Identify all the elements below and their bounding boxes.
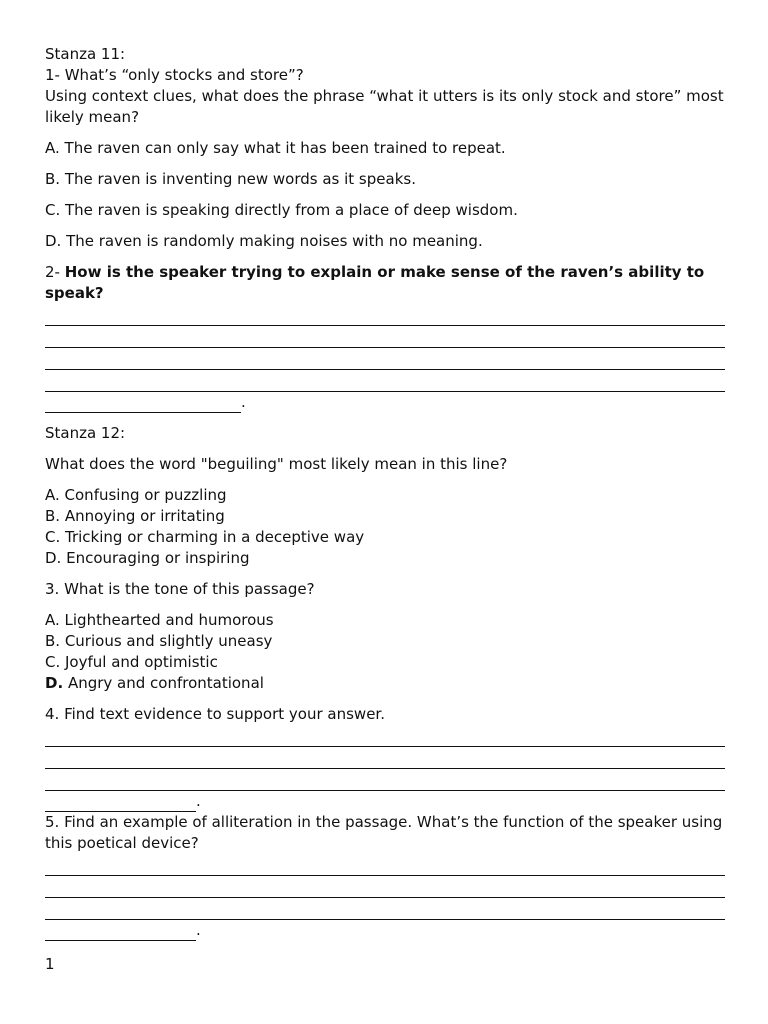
question-2-number: 2-	[45, 263, 60, 281]
q4-answer-line[interactable]	[45, 769, 725, 791]
q3-option-a: A. Lighthearted and humorous	[45, 611, 274, 629]
q5-answer-line[interactable]	[45, 898, 725, 920]
q1-option-a: A. The raven can only say what it has been trained to repeat.	[45, 139, 506, 157]
q2-answer-line[interactable]	[45, 348, 725, 370]
beguiling-question-prompt: What does the word "beguiling" most likely mean in this line?	[45, 455, 508, 473]
beguiling-option-c: C. Tricking or charming in a deceptive way	[45, 528, 365, 546]
q5-answer-line[interactable]	[45, 876, 725, 898]
q3-option-d-letter: D.	[45, 674, 64, 692]
q5-answer-line[interactable]	[45, 854, 725, 876]
q4-answer-period: .	[196, 792, 201, 810]
q3-option-d	[45, 673, 725, 694]
q4-answer-line-end	[45, 791, 725, 812]
q2-answer-line[interactable]	[45, 370, 725, 392]
q2-answer-period: .	[241, 393, 246, 411]
q2-answer-line[interactable]	[45, 326, 725, 348]
question-3-prompt: 3. What is the tone of this passage?	[45, 580, 315, 598]
q3-options	[45, 610, 725, 694]
q4-answer-line[interactable]	[45, 725, 725, 747]
stanza-11-heading: Stanza 11:	[45, 45, 126, 63]
page-number: 1	[45, 955, 55, 973]
q1-option-b: B. The raven is inventing new words as it speaks.	[45, 170, 416, 188]
beguiling-option-d: D. Encouraging or inspiring	[45, 549, 250, 567]
question-1-prompt: Using context clues, what does the phrase “what it utters is its only stock and store” most likely mean?	[45, 87, 724, 126]
q2-answer-line-end	[45, 392, 725, 413]
q2-answer-short-line[interactable]	[45, 395, 241, 413]
stanza-12-heading: Stanza 12:	[45, 424, 126, 442]
question-1-title: 1- What’s “only stocks and store”?	[45, 66, 304, 84]
q4-answer-line[interactable]	[45, 747, 725, 769]
q2-answer-line[interactable]	[45, 304, 725, 326]
worksheet-page	[45, 44, 725, 941]
beguiling-options	[45, 485, 725, 569]
q1-option-d: D. The raven is randomly making noises with no meaning.	[45, 232, 483, 250]
q4-answer-short-line[interactable]	[45, 794, 196, 812]
q3-option-b: B. Curious and slightly uneasy	[45, 632, 273, 650]
beguiling-option-b: B. Annoying or irritating	[45, 507, 225, 525]
q1-option-c: C. The raven is speaking directly from a place of deep wisdom.	[45, 201, 518, 219]
q3-option-c: C. Joyful and optimistic	[45, 653, 218, 671]
question-4-prompt: 4. Find text evidence to support your answer.	[45, 705, 385, 723]
beguiling-option-a: A. Confusing or puzzling	[45, 486, 227, 504]
question-5-prompt: 5. Find an example of alliteration in the passage. What’s the function of the speaker using this poetical device?	[45, 813, 723, 852]
q5-answer-line-end	[45, 920, 725, 941]
q3-option-d-text: Angry and confrontational	[67, 674, 264, 692]
q5-answer-short-line[interactable]	[45, 923, 196, 941]
q5-answer-period: .	[196, 921, 201, 939]
question-2	[45, 262, 725, 304]
question-2-text: How is the speaker trying to explain or make sense of the raven’s ability to speak?	[45, 263, 705, 302]
